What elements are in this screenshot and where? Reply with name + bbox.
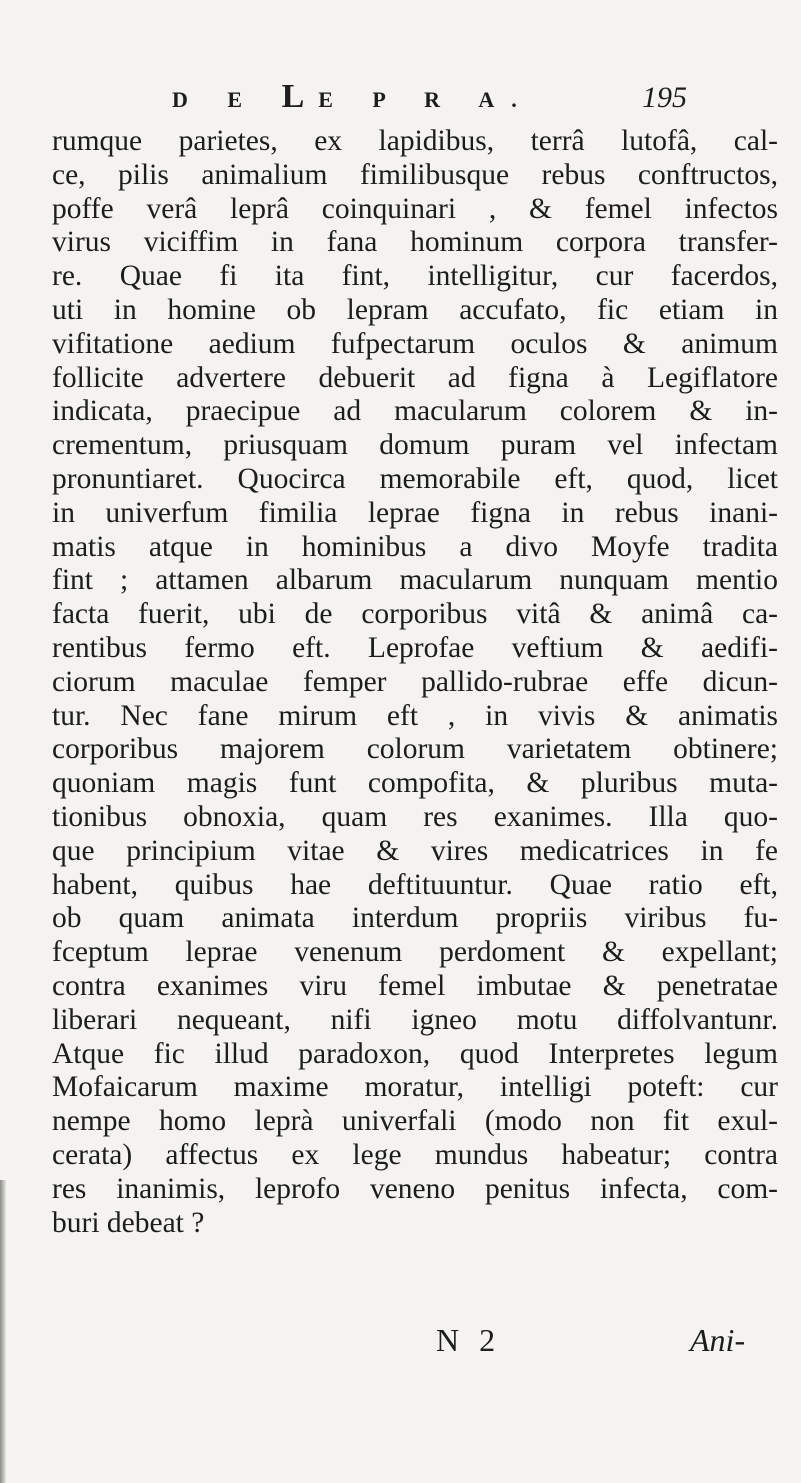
running-title-capital: L [281, 78, 319, 115]
running-title-prefix: D E [172, 87, 282, 112]
text-line: liberari nequeant, nifi igneo motu diffolvantunr. [52, 1003, 778, 1036]
body-text [52, 125, 778, 1240]
catchword: Ani- [690, 1322, 746, 1358]
binding-shadow [0, 1180, 6, 1483]
running-head [0, 70, 801, 120]
text-line: virus viciffim in fana hominum corpora transfer- [52, 226, 778, 259]
text-line: quoniam magis funt compofita, & pluribus muta- [52, 767, 778, 800]
text-line: cerata) affectus ex lege mundus habeatur; contra [52, 1138, 778, 1171]
page-number: 195 [642, 81, 687, 114]
page-footer [0, 1322, 801, 1372]
text-line: contra exanimes viru femel imbutae & penetratae [52, 969, 778, 1002]
text-line: res inanimis, leprofo veneno penitus infecta, com- [52, 1172, 778, 1205]
text-line: tionibus obnoxia, quam res exanimes. Illa quo- [52, 800, 778, 833]
text-line: ciorum maculae femper pallido-rubrae effe dicun- [52, 665, 778, 698]
signature-mark: N 2 [436, 1322, 502, 1358]
text-line: habent, quibus hae deftituuntur. Quae ratio eft, [52, 868, 778, 901]
text-line: ce, pilis animalium fimilibusque rebus conftructos, [52, 158, 778, 191]
text-line: facta fuerit, ubi de corporibus vitâ & animâ ca- [52, 598, 778, 631]
text-line: que principium vitae & vires medicatrices in fe [52, 834, 778, 867]
text-line: vifitatione aedium fufpectarum oculos & animum [52, 327, 778, 360]
text-line: rentibus fermo eft. Leprofae veftium & aedifi- [52, 631, 778, 664]
text-line: in univerfum fimilia leprae figna in rebus inani- [52, 496, 778, 529]
text-line: follicite advertere debuerit ad figna à Legiflatore [52, 361, 778, 394]
running-title [172, 78, 534, 116]
text-line: matis atque in hominibus a divo Moyfe tradita [52, 530, 778, 563]
text-line: tur. Nec fane mirum eft , in vivis & animatis [52, 699, 778, 732]
text-line: corporibus majorem colorum varietatem obtinere; [52, 733, 778, 766]
text-line: re. Quae fi ita fint, intelligitur, cur facerdos, [52, 260, 778, 293]
text-line: rumque parietes, ex lapidibus, terrâ lutofâ, cal- [52, 125, 778, 157]
text-line: indicata, praecipue ad macularum colorem & in- [52, 395, 778, 428]
text-line: crementum, priusquam domum puram vel infectam [52, 429, 778, 462]
text-line: Mofaicarum maxime moratur, intelligi poteft: cur [52, 1071, 778, 1104]
text-line: fceptum leprae venenum perdoment & expellant; [52, 936, 778, 969]
text-line: ob quam animata interdum propriis viribus fu- [52, 902, 778, 935]
text-line: fint ; attamen albarum macularum nunquam mentio [52, 564, 778, 597]
text-line: nempe homo leprà univerfali (modo non fit exul- [52, 1105, 778, 1138]
text-line: Atque fic illud paradoxon, quod Interpretes legum [52, 1037, 778, 1070]
text-line: uti in homine ob lepram accufato, fic etiam in [52, 293, 778, 326]
text-line: buri debeat ? [52, 1206, 205, 1239]
running-title-rest: E P R A. [318, 87, 534, 112]
text-line: pronuntiaret. Quocirca memorabile eft, quod, licet [52, 462, 778, 495]
text-line: poffe verâ leprâ coinquinari , & femel infectos [52, 192, 778, 225]
